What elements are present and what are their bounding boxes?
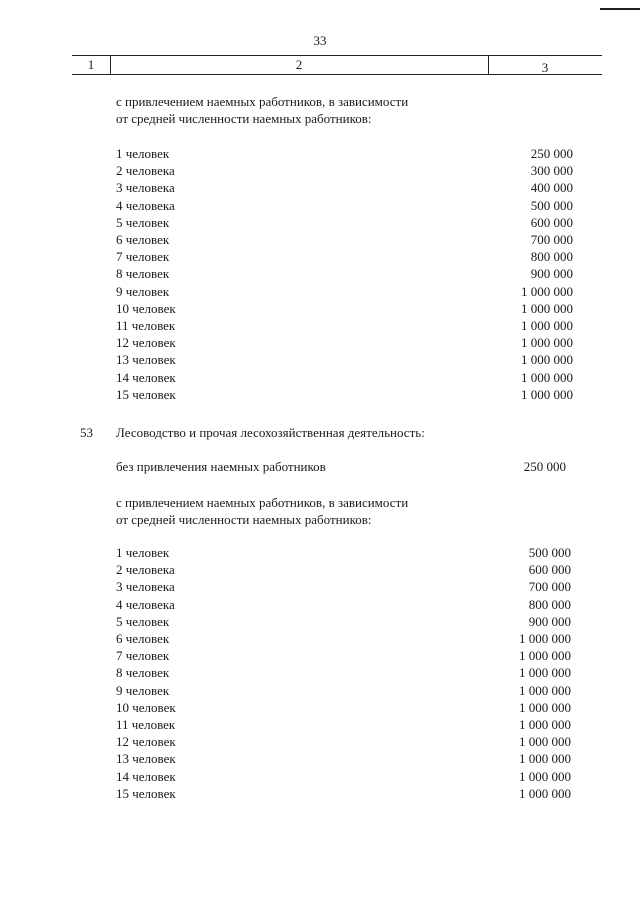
list-item bbox=[0, 544, 640, 561]
list-item bbox=[0, 613, 640, 630]
amount-value: 800 000 bbox=[528, 596, 571, 612]
list-item bbox=[0, 647, 640, 664]
section-number: 53 bbox=[80, 425, 93, 440]
amount-value: 800 000 bbox=[530, 249, 573, 265]
list-item bbox=[0, 317, 640, 334]
section-title: Лесоводство и прочая лесохозяйственная деятельность: bbox=[116, 425, 425, 440]
amount-value: 900 000 bbox=[528, 613, 571, 629]
amount-value: 1 000 000 bbox=[521, 318, 573, 333]
corner-mark bbox=[600, 8, 640, 10]
header-top-rule bbox=[72, 55, 602, 56]
amount-value: 1 000 000 bbox=[519, 717, 571, 732]
section53-intro-line2: от средней численности наемных работников: bbox=[116, 512, 372, 527]
amount-value: 1 000 000 bbox=[521, 352, 573, 368]
amount-value: 1 000 000 bbox=[521, 283, 573, 299]
amount-value: 500 000 bbox=[528, 545, 571, 560]
employee-count-label: 1 человек bbox=[116, 146, 170, 161]
employee-count-label: 8 человек bbox=[116, 266, 170, 282]
header-col-3: 3 bbox=[541, 60, 549, 75]
employee-count-label: 1 человек bbox=[116, 545, 170, 560]
list-item bbox=[0, 561, 640, 578]
employee-count-label: 7 человек bbox=[116, 648, 170, 664]
list-item bbox=[0, 145, 640, 162]
employee-count-label: 4 человека bbox=[116, 596, 175, 612]
employee-count-label: 12 человек bbox=[116, 335, 176, 351]
amount-value: 600 000 bbox=[530, 214, 573, 230]
employee-count-label: 5 человек bbox=[116, 214, 170, 230]
page-number: 33 bbox=[313, 33, 327, 48]
employee-count-label: 10 человек bbox=[116, 300, 176, 316]
list-item bbox=[0, 386, 640, 403]
list-item bbox=[0, 265, 640, 282]
no-hired-label: без привлечения наемных работников bbox=[116, 459, 326, 474]
list-item bbox=[0, 716, 640, 733]
list-item bbox=[0, 351, 640, 368]
list-item bbox=[0, 283, 640, 300]
amount-value: 1 000 000 bbox=[519, 734, 571, 750]
employee-count-label: 11 человек bbox=[116, 318, 176, 333]
employee-count-label: 6 человек bbox=[116, 631, 170, 646]
amount-value: 500 000 bbox=[530, 197, 573, 213]
amount-value: 1 000 000 bbox=[519, 785, 571, 801]
employee-count-label: 8 человек bbox=[116, 665, 170, 681]
list-item bbox=[0, 578, 640, 595]
list-item bbox=[0, 248, 640, 265]
employee-count-label: 7 человек bbox=[116, 249, 170, 265]
amount-value: 700 000 bbox=[530, 232, 573, 247]
employee-count-label: 13 человек bbox=[116, 751, 176, 767]
employee-count-label: 2 человека bbox=[116, 562, 175, 578]
employee-count-label: 11 человек bbox=[116, 717, 176, 732]
employee-count-label: 2 человека bbox=[116, 163, 175, 179]
amount-value: 400 000 bbox=[530, 180, 573, 196]
column-header-row bbox=[72, 55, 602, 75]
amount-value: 1 000 000 bbox=[519, 699, 571, 715]
list-item bbox=[0, 231, 640, 248]
part1-intro-line2: от средней численности наемных работников: bbox=[116, 111, 372, 126]
amount-value: 1 000 000 bbox=[521, 300, 573, 316]
list-item bbox=[0, 768, 640, 785]
amount-value: 1 000 000 bbox=[519, 751, 571, 767]
amount-value: 700 000 bbox=[528, 579, 571, 595]
list-item bbox=[0, 214, 640, 231]
amount-value: 300 000 bbox=[530, 163, 573, 179]
employee-count-label: 15 человек bbox=[116, 386, 176, 402]
list-item bbox=[0, 300, 640, 317]
list-item bbox=[0, 630, 640, 647]
employee-count-label: 9 человек bbox=[116, 283, 170, 299]
employee-count-label: 3 человека bbox=[116, 579, 175, 595]
header-col-2: 2 bbox=[295, 57, 303, 72]
list-item bbox=[0, 179, 640, 196]
amount-value: 1 000 000 bbox=[521, 335, 573, 351]
amount-value: 600 000 bbox=[528, 562, 571, 578]
amount-value: 1 000 000 bbox=[519, 648, 571, 664]
amount-value: 1 000 000 bbox=[521, 386, 573, 402]
no-hired-value: 250 000 bbox=[523, 459, 566, 474]
employee-count-label: 9 человек bbox=[116, 682, 170, 698]
list-item bbox=[0, 596, 640, 613]
list-item bbox=[0, 733, 640, 750]
amount-value: 1 000 000 bbox=[519, 631, 571, 646]
list-item bbox=[0, 699, 640, 716]
list-item bbox=[0, 162, 640, 179]
no-hired-row bbox=[0, 458, 640, 475]
employee-count-label: 5 человек bbox=[116, 613, 170, 629]
amount-value: 1 000 000 bbox=[521, 369, 573, 385]
amount-value: 1 000 000 bbox=[519, 682, 571, 698]
employee-count-label: 6 человек bbox=[116, 232, 170, 247]
amount-value: 1 000 000 bbox=[519, 768, 571, 784]
employee-count-label: 14 человек bbox=[116, 369, 176, 385]
header-col-1: 1 bbox=[87, 57, 95, 72]
list-item bbox=[0, 334, 640, 351]
employee-count-label: 13 человек bbox=[116, 352, 176, 368]
amount-value: 250 000 bbox=[530, 146, 573, 161]
list-item bbox=[0, 785, 640, 802]
employee-count-label: 10 человек bbox=[116, 699, 176, 715]
list-item bbox=[0, 369, 640, 386]
amount-value: 900 000 bbox=[530, 266, 573, 282]
amount-value: 1 000 000 bbox=[519, 665, 571, 681]
employee-count-label: 15 человек bbox=[116, 785, 176, 801]
employee-count-label: 12 человек bbox=[116, 734, 176, 750]
list-item bbox=[0, 664, 640, 681]
section53-intro-line1: с привлечением наемных работников, в зависимости bbox=[116, 495, 409, 510]
list-item bbox=[0, 197, 640, 214]
list-item bbox=[0, 682, 640, 699]
employee-count-label: 3 человека bbox=[116, 180, 175, 196]
employee-count-label: 14 человек bbox=[116, 768, 176, 784]
employee-count-label: 4 человека bbox=[116, 197, 175, 213]
list-item bbox=[0, 750, 640, 767]
part1-intro-line1: с привлечением наемных работников, в зависимости bbox=[116, 94, 409, 109]
